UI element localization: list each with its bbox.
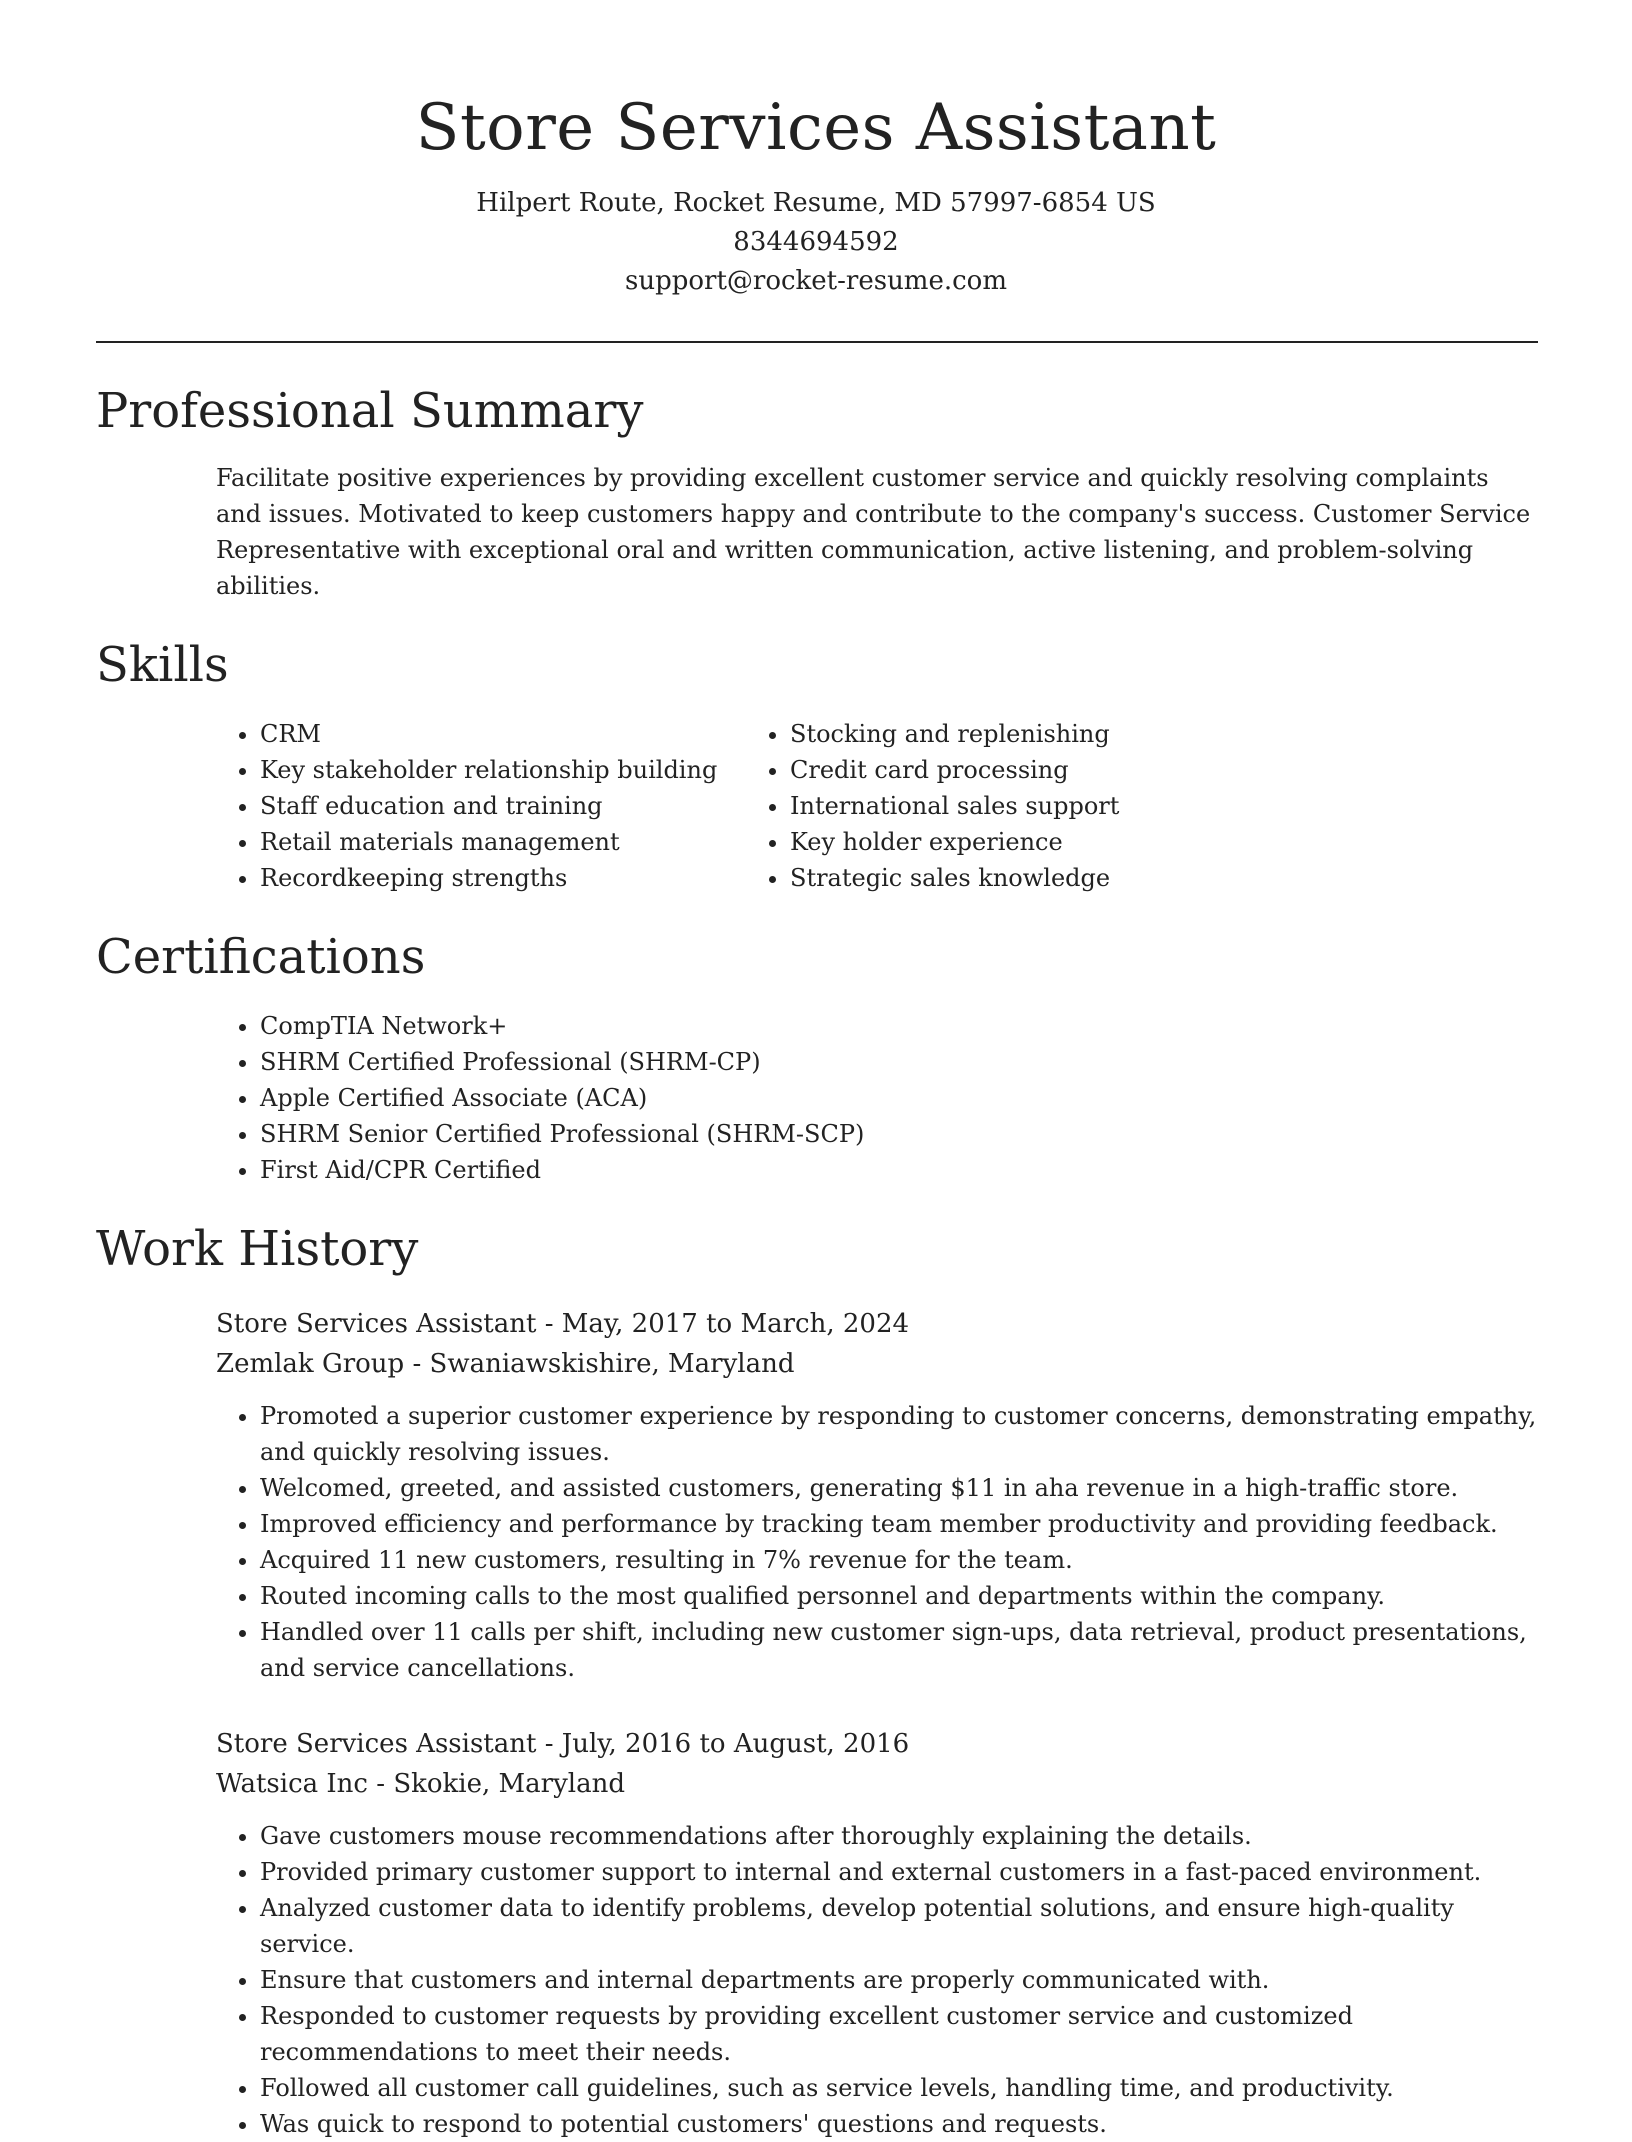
job-dates: May, 2017 to March, 2024 [561,1309,910,1339]
list-item: • Responded to customer requests by providing excellent customer service and customized recommendations to meet their needs. [260,1998,1538,2070]
job-separator: - [367,1769,394,1799]
certifications-list [96,1008,1538,1188]
list-item: • Credit card processing [790,752,1119,788]
list-item: • Followed all customer call guidelines, such as service levels, handling time, and productivity. [260,2070,1538,2106]
contact-block [0,184,1632,301]
job-bullets [216,1398,1538,1686]
list-item: • Key holder experience [790,824,1119,860]
contact-email: support@rocket-resume.com [624,266,1007,296]
list-item: • First Aid/CPR Certified [260,1152,1538,1188]
job-bullets [216,1818,1538,2142]
work-history-title: Work History [96,1221,419,1277]
job-separator: - [536,1309,562,1339]
list-item: • Stocking and replenishing [790,716,1119,752]
job-title-line [216,1304,1538,1344]
list-item: • Provided primary customer support to internal and external customers in a fast-paced environment. [260,1854,1538,1890]
list-item: • SHRM Certified Professional (SHRM-CP) [260,1044,1538,1080]
job-location: Skokie, Maryland [393,1769,625,1799]
job-title-line [216,1724,1538,1764]
list-item: • Handled over 11 calls per shift, including new customer sign-ups, data retrieval, product presentations, and service cancellations. [260,1614,1538,1686]
certifications-section [96,924,1538,1188]
resume-header [0,0,1632,301]
header-divider [96,341,1538,343]
list-item: • Recordkeeping strengths [260,860,746,896]
skills-column-right [746,716,1119,896]
list-item: • Analyzed customer data to identify problems, develop potential solutions, and ensure high-quality service. [260,1890,1538,1962]
job-entry [216,1724,1538,2142]
list-item: • Acquired 11 new customers, resulting in 7% revenue for the team. [260,1542,1538,1578]
list-item: • Staff education and training [260,788,746,824]
list-item: • Ensure that customers and internal departments are properly communicated with. [260,1962,1538,1998]
list-item: • Promoted a superior customer experience by responding to customer concerns, demonstrating empathy, and quickly resolving issues. [260,1398,1538,1470]
skills-columns [96,716,1538,896]
job-dates: July, 2016 to August, 2016 [561,1729,910,1759]
job-title: Store Services Assistant [216,1729,537,1759]
certifications-title: Certifications [96,929,426,985]
candidate-name: Store Services Assistant [415,91,1217,165]
job-company: Zemlak Group [216,1349,405,1379]
list-item: • Routed incoming calls to the most qualified personnel and departments within the company. [260,1578,1538,1614]
job-separator: - [536,1729,562,1759]
skills-list-left [96,716,746,896]
skills-list-right [746,716,1119,896]
list-item: • Retail materials management [260,824,746,860]
skills-section [96,632,1538,896]
list-item: • CompTIA Network+ [260,1008,1538,1044]
resume-body [96,378,1538,2142]
list-item: • SHRM Senior Certified Professional (SHRM-SCP) [260,1116,1538,1152]
job-company-line [216,1344,1538,1384]
job-company-line [216,1764,1538,1804]
job-separator: - [404,1349,430,1379]
contact-phone: 8344694592 [733,227,899,257]
job-company: Watsica Inc [216,1769,368,1799]
contact-address: Hilpert Route, Rocket Resume, MD 57997-6854 US [476,188,1156,218]
list-item: • Apple Certified Associate (ACA) [260,1080,1538,1116]
list-item: • Welcomed, greeted, and assisted customers, generating $11 in aha revenue in a high-traffic store. [260,1470,1538,1506]
list-item: • Was quick to respond to potential customers' questions and requests. [260,2106,1538,2142]
list-item: • Gave customers mouse recommendations after thoroughly explaining the details. [260,1818,1538,1854]
work-history-section [96,1216,1538,2142]
skills-column-left [96,716,746,896]
job-title: Store Services Assistant [216,1309,537,1339]
list-item: • International sales support [790,788,1119,824]
skills-title: Skills [96,637,229,693]
summary-section [96,378,1538,604]
summary-text: Facilitate positive experiences by providing excellent customer service and quickly resolving complaints and issues. Motivated to keep customers happy and contribute to the company's success. Customer Service Representative with exceptional oral and written communication, active listening, and problem-solving abilities. [216,464,1531,600]
summary-title: Professional Summary [96,383,644,439]
list-item: • CRM [260,716,746,752]
list-item: • Key stakeholder relationship building [260,752,746,788]
job-entry [216,1304,1538,1686]
job-location: Swaniawskishire, Maryland [429,1349,795,1379]
list-item: • Strategic sales knowledge [790,860,1119,896]
list-item: • Improved efficiency and performance by tracking team member productivity and providing feedback. [260,1506,1538,1542]
